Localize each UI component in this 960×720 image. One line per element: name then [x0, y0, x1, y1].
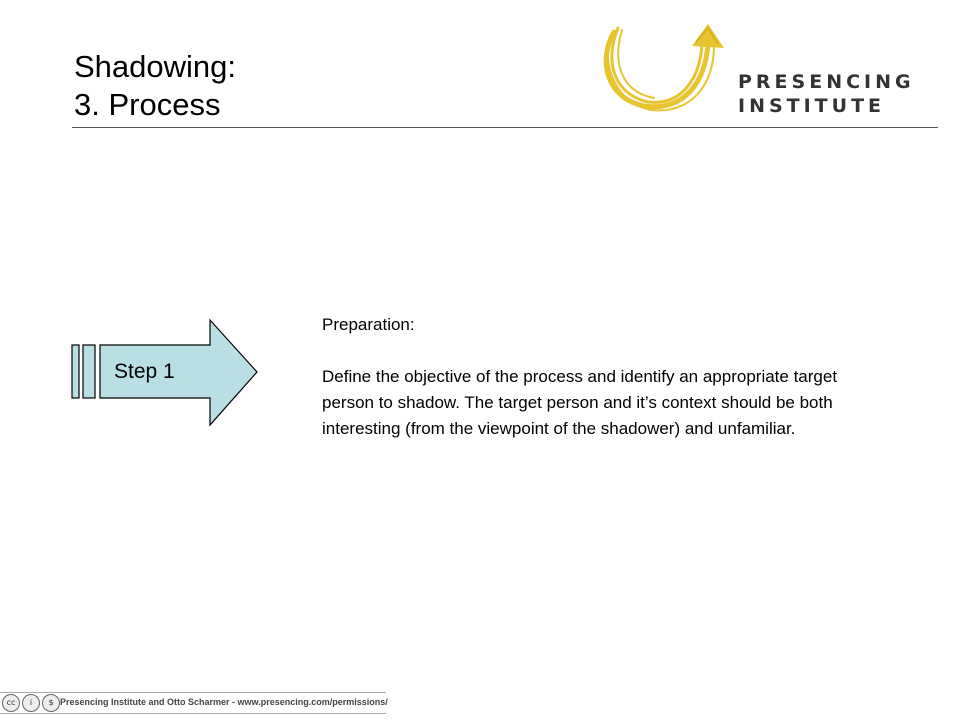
presencing-institute-logo — [596, 20, 936, 120]
content-heading: Preparation: — [322, 315, 415, 334]
logo-line2: INSTITUTE — [738, 95, 886, 117]
slide-title — [74, 48, 236, 124]
slide-title-line1: Shadowing: — [74, 49, 237, 84]
content-body: Define the objective of the process and identify an appropriate target person to shadow. The target person and it’s context should be both interesting (from the viewpoint of the shadower) and unfamiliar. — [322, 367, 838, 438]
arrow-stripe-1 — [72, 345, 79, 398]
logo-wordmark — [738, 70, 915, 118]
license-footer — [0, 690, 400, 720]
circular-arrow-icon — [596, 20, 736, 120]
noncommercial-icon: $ — [42, 694, 60, 712]
title-divider — [72, 127, 938, 128]
content-block — [322, 312, 862, 442]
license-icons — [2, 694, 60, 712]
footer-text: Presencing Institute and Otto Scharmer - www.presencing.com/permissions/ — [60, 697, 388, 707]
attribution-icon: i — [22, 694, 40, 712]
slide-title-line2: 3. Process — [74, 87, 221, 122]
logo-line1: PRESENCING — [738, 71, 915, 93]
step-label: Step 1 — [114, 360, 175, 383]
arrow-stripe-2 — [83, 345, 95, 398]
cc-icon: cc — [2, 694, 20, 712]
